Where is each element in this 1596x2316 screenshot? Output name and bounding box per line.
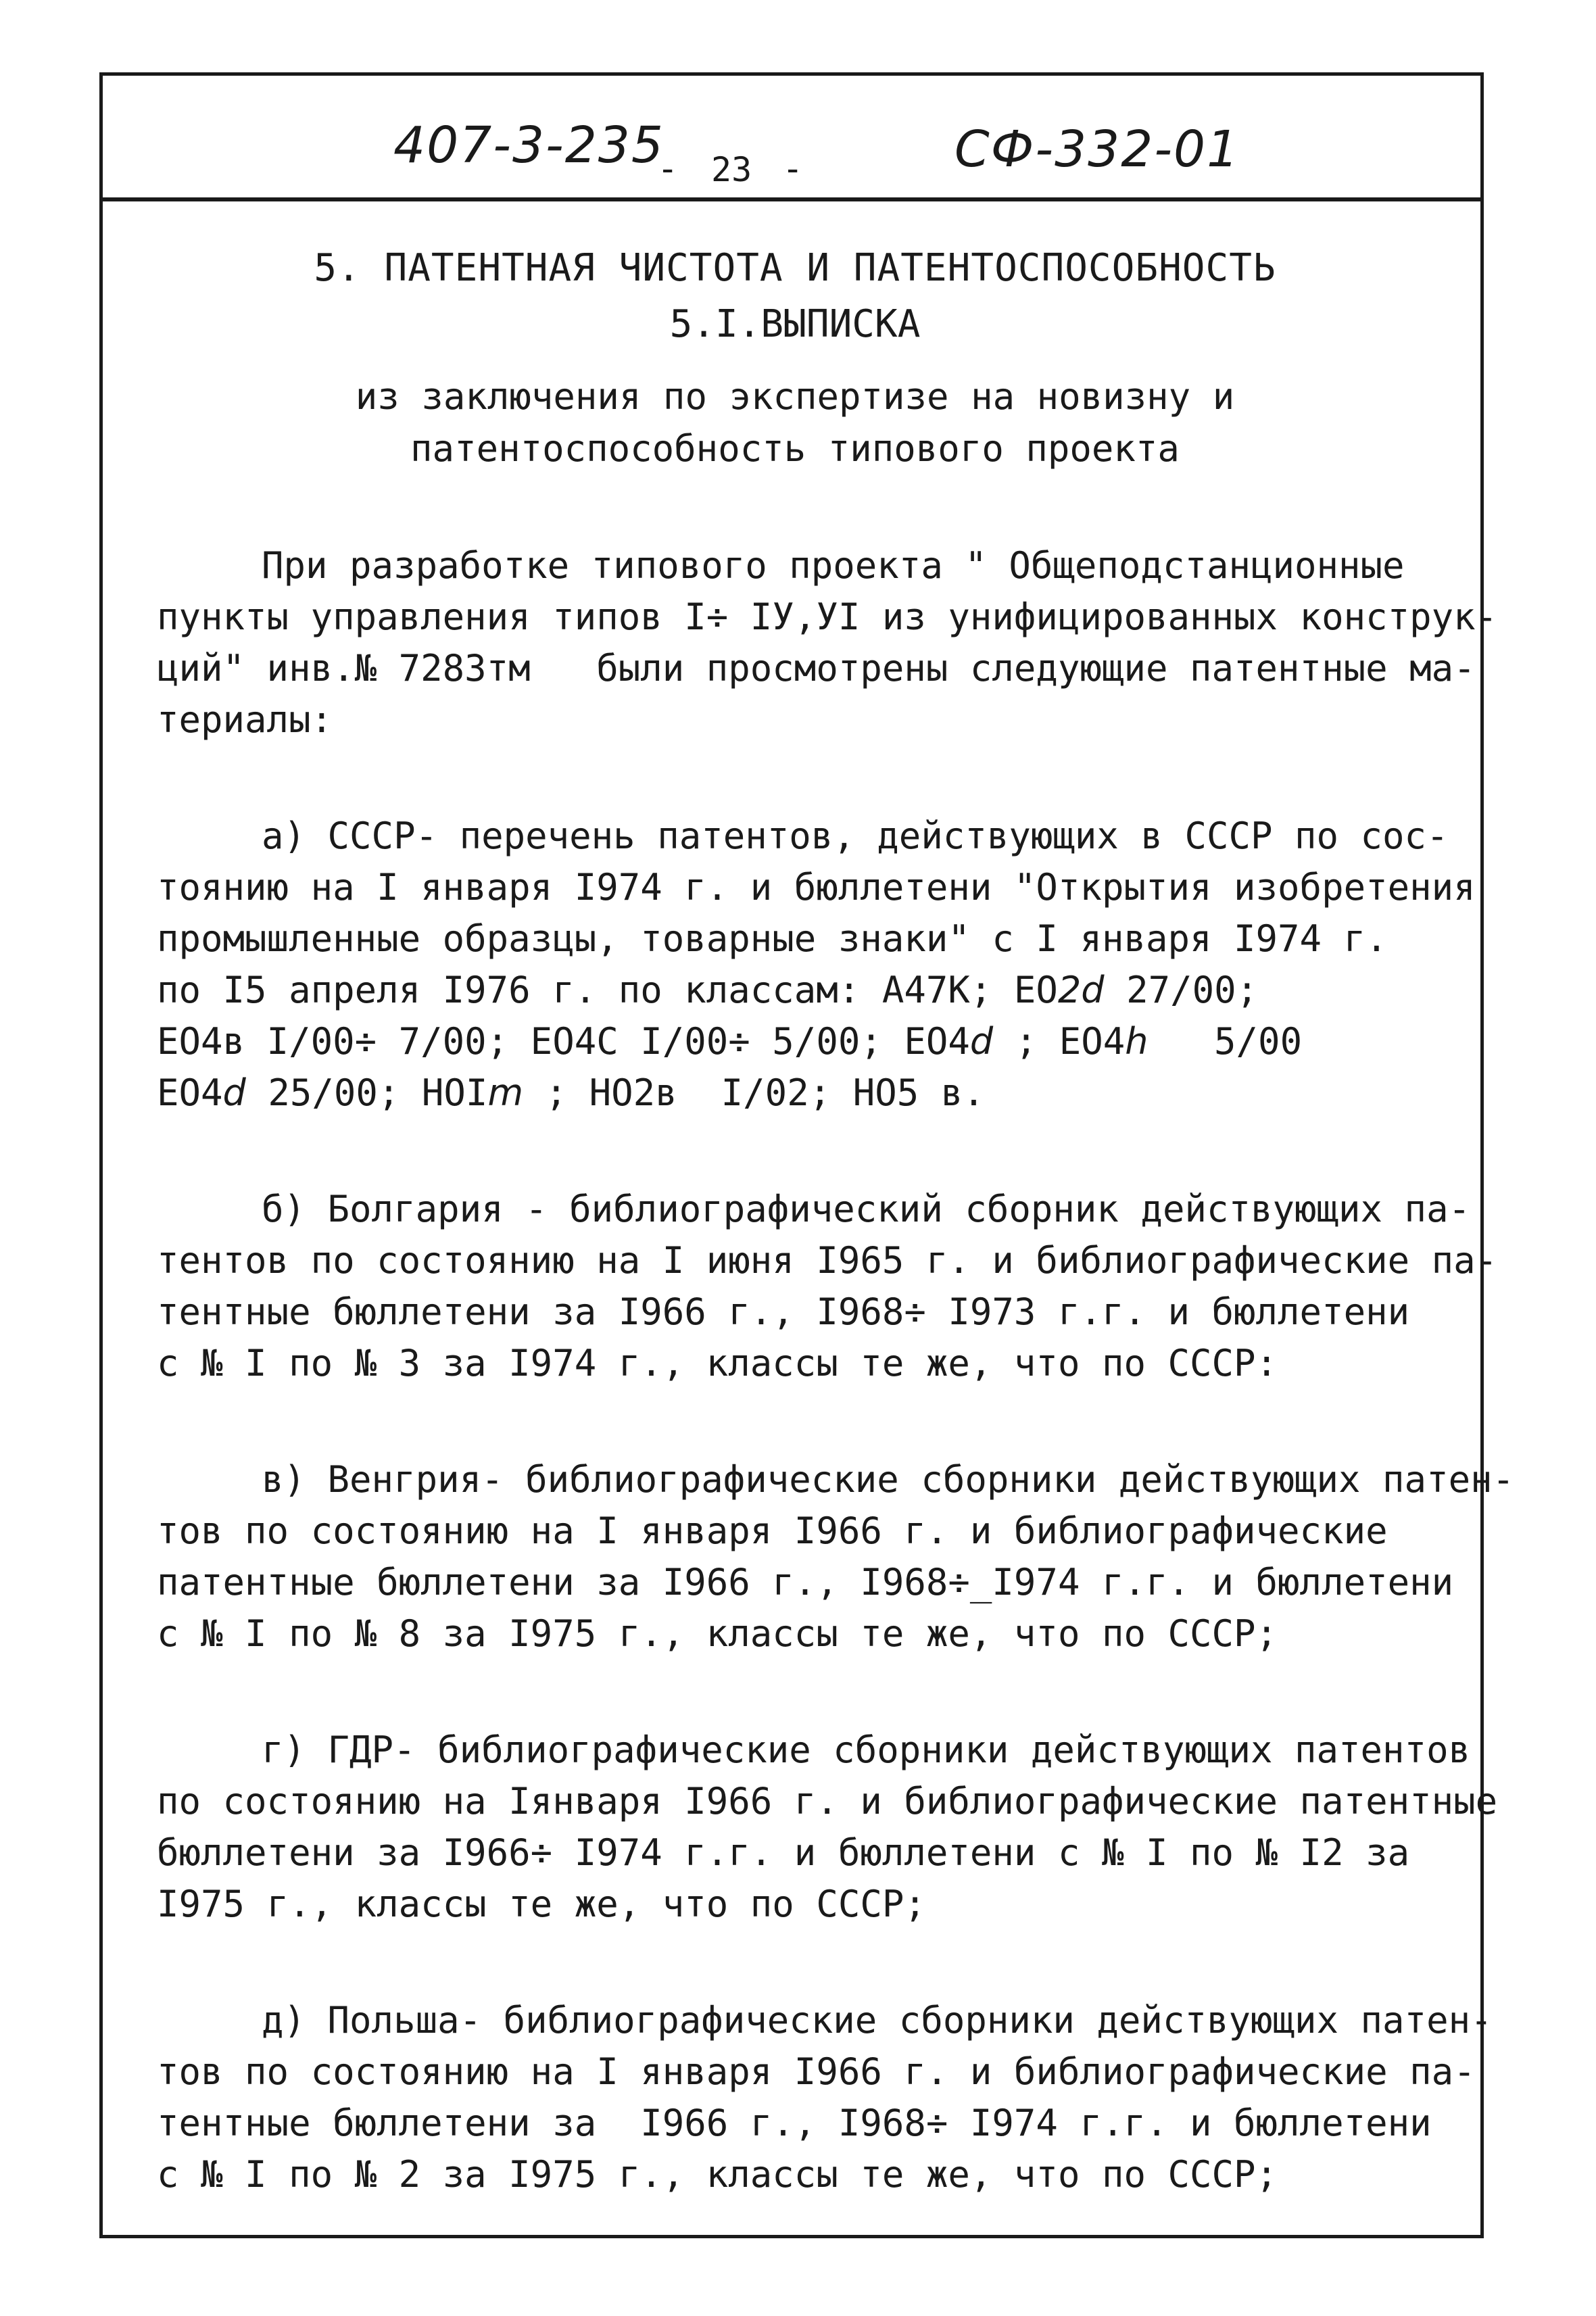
intro-line: патентоспособность типового проекта xyxy=(410,427,1180,470)
body-line: бюллетени за I966÷ I974 г.г. и бюллетени с № I по № I2 за xyxy=(157,1831,1410,1874)
body-line: д) Польша- библиографические сборники действующих патен- xyxy=(262,1999,1493,2042)
document-code-right: СФ-332-01 xyxy=(954,120,1240,178)
body-text: ЕО4в I/00÷ 7/00; ЕО4С I/00÷ 5/00; ЕО4 xyxy=(157,1020,970,1063)
body-line: по состоянию на Iянваря I966 г. и библиографические патентные xyxy=(157,1780,1498,1823)
handwritten-class-letter: m xyxy=(487,1071,524,1114)
body-line: ций" инв.№ 7283тм были просмотрены следующие патентные ма- xyxy=(157,647,1476,690)
handwritten-class-letter: d xyxy=(969,1020,994,1063)
body-line: I975 г., классы те же, что по СССР; xyxy=(157,1883,926,1925)
body-line: териалы: xyxy=(157,698,333,741)
body-text: ; ЕО4 xyxy=(993,1020,1126,1063)
body-line: тов по состоянию на I января I966 г. и библиографические xyxy=(157,1510,1388,1552)
header-dash: - xyxy=(782,149,804,189)
section-title: 5. ПАТЕНТНАЯ ЧИСТОТА И ПАТЕНТОСПОСОБНОСТЬ xyxy=(314,246,1276,290)
body-line: с № I по № 8 за I975 г., классы те же, что по СССР; xyxy=(157,1612,1278,1655)
body-line: а) СССР- перечень патентов, действующих в СССР по сос- xyxy=(262,815,1449,857)
subsection-heading xyxy=(103,303,1487,346)
body-line: б) Болгария - библиографический сборник действующих па- xyxy=(262,1188,1471,1230)
body-text: 25/00; НОI xyxy=(245,1071,488,1114)
body-text: 5/00 xyxy=(1148,1020,1303,1063)
body-line: тоянию на I января I974 г. и бюллетени "Открытия изобретения xyxy=(157,866,1476,909)
handwritten-class-letter: d xyxy=(222,1071,246,1114)
body-text: 27/00; xyxy=(1104,969,1259,1011)
body-line xyxy=(157,1021,1302,1062)
body-line: тентные бюллетени за I966 г., I968÷ I973 г.г. и бюллетени xyxy=(157,1290,1410,1333)
document-page xyxy=(99,72,1515,2238)
body-line: с № I по № 2 за I975 г., классы те же, что по СССР; xyxy=(157,2153,1278,2196)
subsection-number: 5.I. xyxy=(669,302,761,346)
body-line: патентные бюллетени за I966 г., I968÷_I974 г.г. и бюллетени xyxy=(157,1561,1454,1603)
body-line: тентные бюллетени за I966 г., I968÷ I974 г.г. и бюллетени xyxy=(157,2102,1432,2144)
body-line: тентов по состоянию на I июня I965 г. и библиографические па- xyxy=(157,1239,1498,1282)
page-header xyxy=(103,76,1480,201)
handwritten-class-letter: 2d xyxy=(1057,969,1105,1011)
handwritten-class-letter: h xyxy=(1125,1020,1148,1063)
subsection-title: ВЫПИСКА xyxy=(760,302,921,346)
body-line: г) ГДР- библиографические сборники действующих патентов xyxy=(262,1729,1471,1771)
body-line xyxy=(157,970,1258,1011)
body-line: тов по состоянию на I января I966 г. и библиографические па- xyxy=(157,2050,1476,2093)
body-line: При разработке типового проекта " Общеподстанционные xyxy=(262,544,1405,587)
body-line xyxy=(157,1073,985,1113)
page-number: 23 xyxy=(711,150,752,189)
body-text: по I5 апреля I976 г. по классам: А47К; ЕО xyxy=(157,969,1058,1011)
body-line: с № I по № 3 за I974 г., классы те же, что по СССР: xyxy=(157,1342,1278,1384)
intro-line: из заключения по экспертизе на новизну и xyxy=(355,375,1235,418)
body-text: ; НО2в I/02; НО5 в. xyxy=(523,1071,985,1114)
body-line: пункты управления типов I÷ IУ,УI из унифицированных конструк- xyxy=(157,596,1498,638)
header-dash: - xyxy=(657,149,679,189)
body-text: ЕО4 xyxy=(157,1071,223,1114)
body-line: в) Венгрия- библиографические сборники действующих патен- xyxy=(262,1458,1515,1501)
document-code-left: 407-3-235 xyxy=(393,116,664,174)
body-line: промышленные образцы, товарные знаки" с I января I974 г. xyxy=(157,917,1388,960)
